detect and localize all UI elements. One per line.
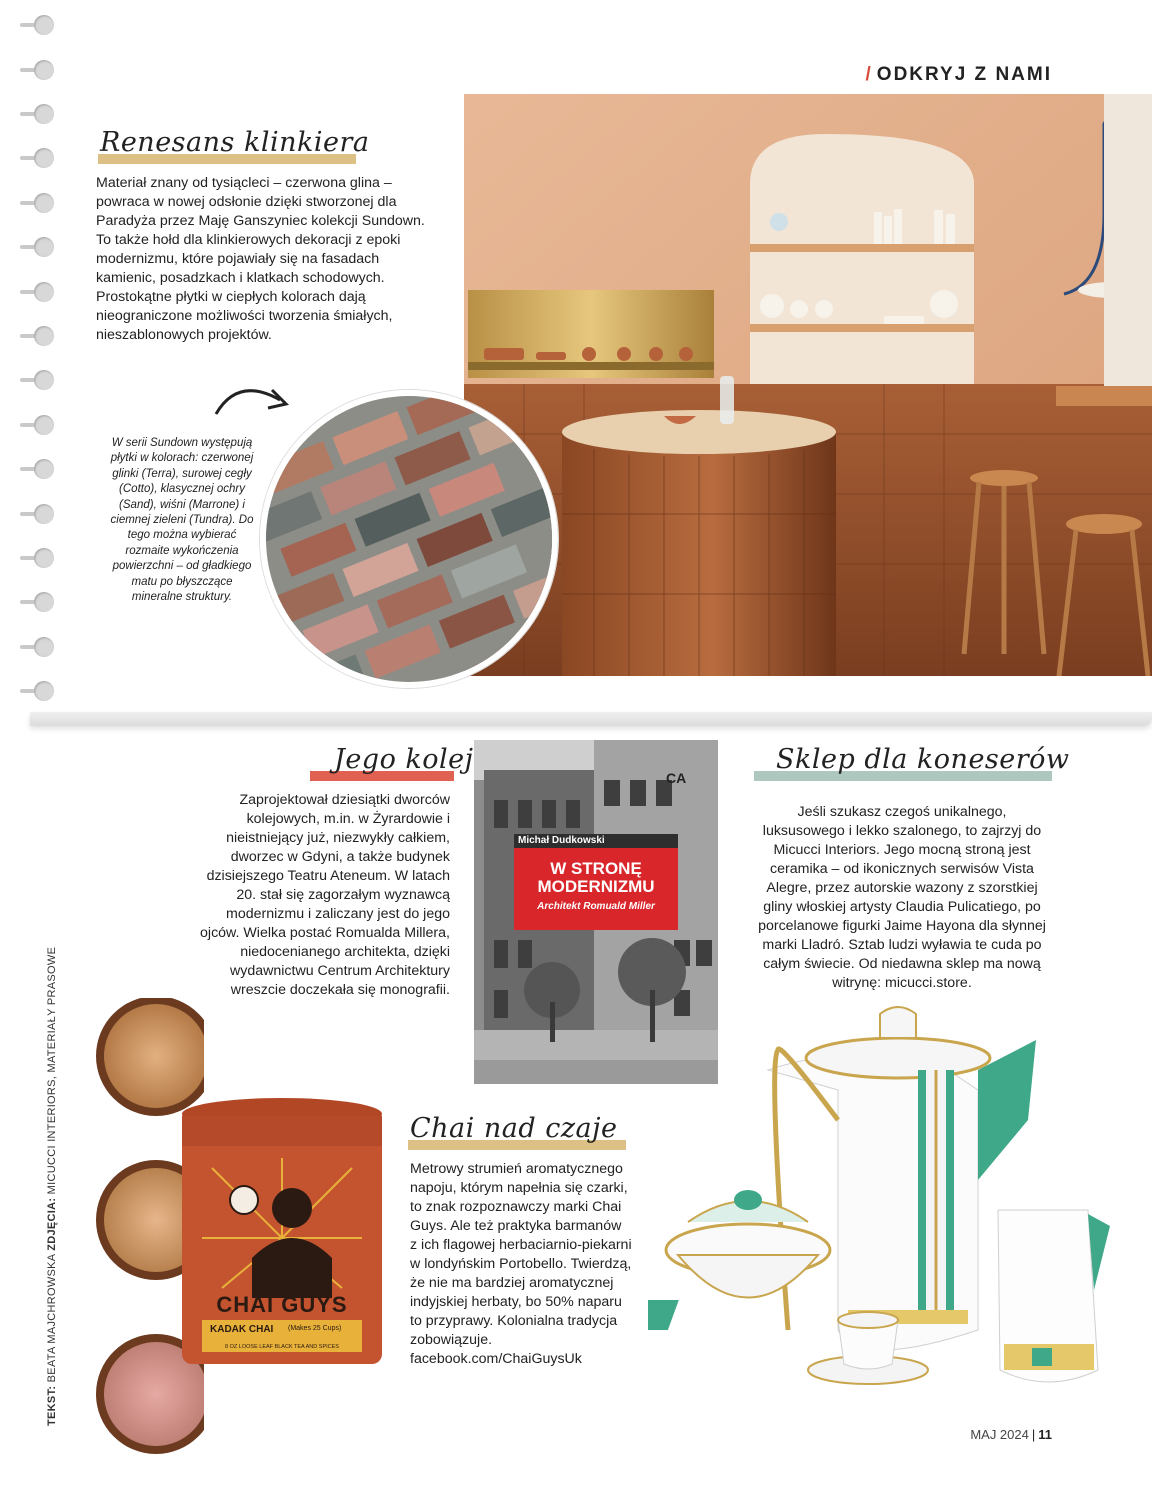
binder-ring (20, 415, 52, 435)
binder-ring (20, 104, 52, 124)
issue-date: MAJ 2024 (970, 1427, 1029, 1442)
porcelain-set-photo (648, 1000, 1118, 1410)
article-title-shop: Sklep dla koneserów (776, 744, 1070, 775)
binder-ring (20, 548, 52, 568)
binder-ring (20, 459, 52, 479)
photo-credits: TEKST: BEATA MAJCHROWSKA ZDJĘCIA: MICUCCI INTERIORS, MATERIAŁY PRASOWE (46, 946, 58, 1426)
curved-arrow-icon (210, 380, 300, 420)
page-divider (30, 712, 1152, 726)
page-footer: MAJ 2024 | 11 (970, 1427, 1052, 1442)
book-title-line1: W STRONĘ (550, 859, 642, 878)
binder-ring (20, 193, 52, 213)
binder-ring (20, 326, 52, 346)
article-title-clinker: Renesans klinkiera (100, 127, 370, 158)
article-title-chai: Chai nad czaje (410, 1113, 618, 1144)
article-title-railway: Jego kolej (334, 744, 474, 775)
tiles-caption: W serii Sundown występują płytki w kolorach: czerwonej glinki (Terra), surowej cegły (Cotto), klasycznej ochry (Sand), wiśni (Marrone) i ciemnej zieleni (Tundra). Do tego można wybierać rozmaite wykończenia powierzchni – od gładkiego matu po błyszczące mineralne struktury. (110, 437, 254, 604)
binder-ring (20, 282, 52, 302)
binder-ring (20, 148, 52, 168)
book-subtitle: Architekt Romuald Miller (537, 901, 655, 912)
tin-brand: CHAI GUYS (216, 1292, 348, 1317)
chai-tin-photo (182, 1098, 382, 1378)
binder-ring (20, 637, 52, 657)
tiles-closeup-photo (260, 390, 558, 688)
binder-ring (20, 15, 52, 35)
article-body-chai: Metrowy strumień aromatycznego napoju, którym napełnia się czarki, to znak rozpoznawczy marki Chai Guys. Ale też praktyka barmanów z ich flagowej herbaciarnio-piekarni w londyńskim Portobello. Twierdzą, że nie ma bardziej aromatycznej indyjskiej herbaty, bo 50% naparu to przyprawy. Kolonialna tradycja zobowiązuje. facebook.com/ChaiGuysUk (410, 1161, 632, 1367)
book-author: Michał Dudkowski (518, 835, 605, 846)
article-body-shop: Jeśli szukasz czegoś unikalnego, luksusowego i lekko szalonego, to zajrzyj do Micucci Interiors. Jego mocną stroną jest ceramika – od ikonicznych serwisów Vista Alegre, przez autorskie wazony z szorstkiej gliny włoskiej artysty Claudia Pulicatiego, po porcelanowe figurki Jaime Hayona dla słynnej marki Lladró. Sztab ludzi wyławia te cuda po całym świecie. Od niedawna sklep ma nową witrynę: micucci.store. (758, 804, 1046, 991)
binder-ring (20, 592, 52, 612)
binder-ring (20, 237, 52, 257)
binder-ring (20, 60, 52, 80)
article-body-railway: Zaprojektował dziesiątki dworców kolejowych, m.in. w Żyrardowie i nieistniejący już, niezwykły całkiem, dworzec w Gdyni, a także budynek dzisiejszego Teatru Ateneum. W latach 20. stał się zagorzałym wyznawcą modernizmu i zaliczany jest do jego ojców. Wielka postać Romualda Millera, niedocenianego architekta, dzięki wydawnictwu Centrum Architektury wreszcie doczekała się monografii. (200, 792, 450, 998)
article-body-clinker: Materiał znany od tysiącleci – czerwona glina – powraca w nowej odsłonie dzięki stworzonej dla Paradyża przez Maję Ganszyniec kolekcji Sundown. To także hołd dla klinkierowych dekoracji z epoki modernizmu, które pojawiały się na fasadach kamienic, posadzkach i klatkach schodowych. Prostokątne płytki w ciepłych kolorach dają nieograniczone możliwości tworzenia śmiałych, nieszablonowych projektów. (96, 175, 425, 343)
tin-description: 8 OZ LOOSE LEAF BLACK TEA AND SPICES (225, 1344, 339, 1350)
tin-variant: KADAK CHAI (210, 1324, 274, 1335)
cafe-interior-photo (464, 94, 1152, 676)
binder-ring (20, 681, 52, 701)
section-tag: / ODKRYJ Z NAMI (865, 64, 1052, 85)
book-title-line2: MODERNIZMU (537, 877, 655, 896)
page-number: 11 (1038, 1427, 1052, 1442)
binder-ring (20, 370, 52, 390)
binder-ring (20, 504, 52, 524)
section-name: ODKRYJ Z NAMI (876, 64, 1052, 85)
tin-makes: (Makes 25 Cups) (288, 1325, 342, 1332)
book-logo: CA (666, 770, 687, 786)
